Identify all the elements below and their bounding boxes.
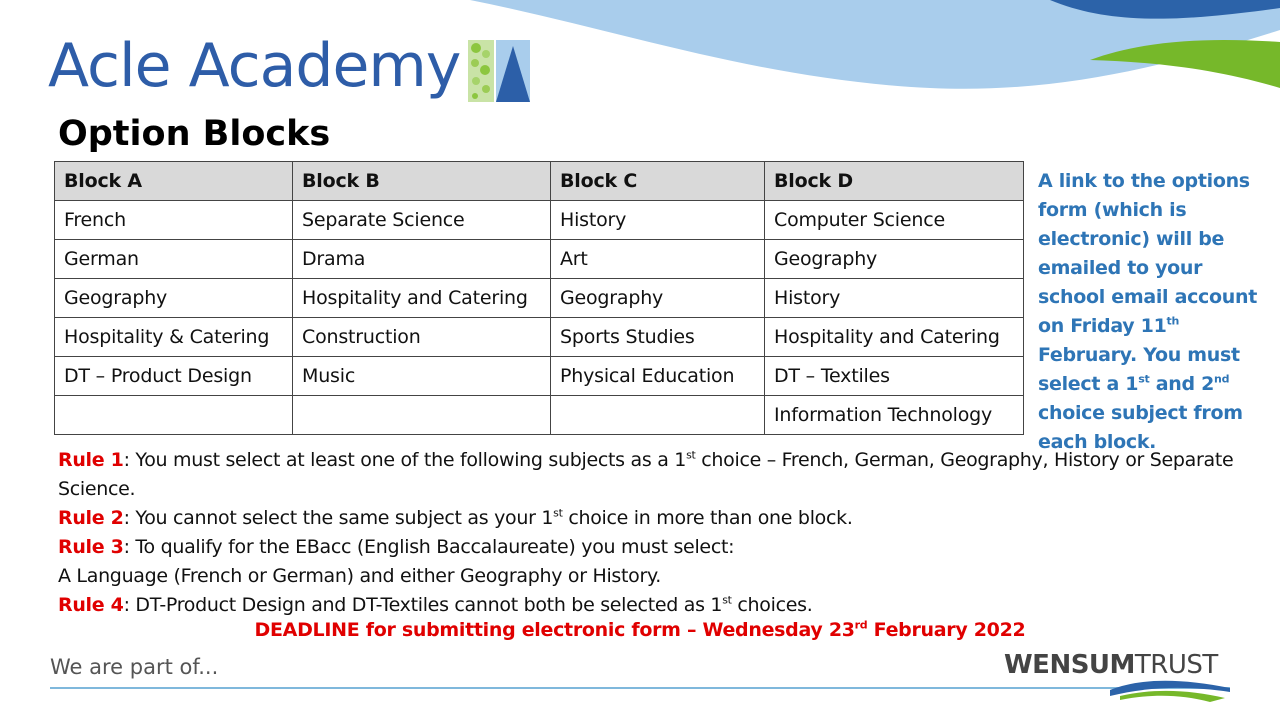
- rule-4: [58, 591, 1238, 620]
- trust-logo-word: WENSUM: [1004, 650, 1135, 680]
- table-row: [55, 357, 1024, 396]
- rule-1: [58, 446, 1238, 504]
- table-cell: Geography: [765, 240, 1024, 279]
- table-cell: Computer Science: [765, 201, 1024, 240]
- rule-superscript: st: [686, 448, 696, 462]
- footer-divider: [50, 687, 1230, 689]
- rules-section: [58, 446, 1238, 620]
- rule-3: [58, 533, 1238, 562]
- page-title: Option Blocks: [58, 114, 331, 154]
- table-cell: History: [765, 279, 1024, 318]
- trust-wave-icon: [1110, 676, 1230, 704]
- table-header-row: [55, 162, 1024, 201]
- rule-label: Rule 1: [58, 449, 124, 471]
- table-cell: Music: [293, 357, 551, 396]
- trust-logo-word: TRUST: [1134, 650, 1218, 680]
- table-cell: [55, 396, 293, 435]
- table-cell: Construction: [293, 318, 551, 357]
- note-text: February. You must select a 1: [1038, 344, 1240, 395]
- table-cell: Drama: [293, 240, 551, 279]
- deadline-text: February 2022: [867, 619, 1026, 641]
- note-text: choice subject from each block.: [1038, 402, 1243, 453]
- rule-text: : You must select at least one of the following subjects as a 1: [123, 449, 687, 471]
- academy-logo-icon: [466, 38, 532, 104]
- rule-2: [58, 504, 1238, 533]
- deadline-text: DEADLINE for submitting electronic form – Wednesday 23: [254, 619, 855, 641]
- rule-superscript: st: [722, 593, 732, 607]
- table-cell: DT – Product Design: [55, 357, 293, 396]
- deadline-superscript: rd: [854, 618, 868, 632]
- school-logo-text: Acle Academy: [48, 31, 461, 101]
- note-superscript: st: [1138, 372, 1150, 386]
- rule-text: : To qualify for the EBacc (English Baccalaureate) you must select:: [123, 536, 735, 558]
- table-cell: DT – Textiles: [765, 357, 1024, 396]
- table-cell: Hospitality and Catering: [293, 279, 551, 318]
- rule-text: choice in more than one block.: [562, 507, 853, 529]
- table-cell: History: [551, 201, 765, 240]
- table-cell: Sports Studies: [551, 318, 765, 357]
- footer-tagline: We are part of...: [50, 655, 219, 679]
- table-cell: Geography: [551, 279, 765, 318]
- rule-label: Rule 2: [58, 507, 124, 529]
- note-text: A link to the options form (which is electronic) will be emailed to your school email account on Friday 11: [1038, 170, 1258, 337]
- rule-text: : DT-Product Design and DT-Textiles cannot both be selected as 1: [123, 594, 723, 616]
- rule-3-detail: A Language (French or German) and either Geography or History.: [58, 565, 661, 587]
- deadline-notice: [0, 619, 1280, 641]
- table-cell: French: [55, 201, 293, 240]
- table-cell: Separate Science: [293, 201, 551, 240]
- note-superscript: nd: [1214, 372, 1230, 386]
- note-text: and 2: [1149, 373, 1215, 395]
- rule-text: choices.: [731, 594, 813, 616]
- table-cell: German: [55, 240, 293, 279]
- table-cell: Physical Education: [551, 357, 765, 396]
- column-header-block-b: Block B: [293, 162, 551, 201]
- table-row: [55, 201, 1024, 240]
- options-form-note: [1038, 167, 1274, 457]
- rule-label: Rule 3: [58, 536, 124, 558]
- column-header-block-d: Block D: [765, 162, 1024, 201]
- table-row: [55, 396, 1024, 435]
- table-row: [55, 240, 1024, 279]
- column-header-block-a: Block A: [55, 162, 293, 201]
- rule-superscript: st: [553, 506, 563, 520]
- column-header-block-c: Block C: [551, 162, 765, 201]
- table-cell: Hospitality & Catering: [55, 318, 293, 357]
- rule-label: Rule 4: [58, 594, 124, 616]
- table-cell: Hospitality and Catering: [765, 318, 1024, 357]
- table-cell: Information Technology: [765, 396, 1024, 435]
- rule-text: : You cannot select the same subject as your 1: [123, 507, 554, 529]
- option-blocks-table: [54, 161, 1024, 435]
- table-row: [55, 279, 1024, 318]
- table-cell: [293, 396, 551, 435]
- table-cell: [551, 396, 765, 435]
- table-row: [55, 318, 1024, 357]
- note-superscript: th: [1166, 314, 1180, 328]
- table-cell: Geography: [55, 279, 293, 318]
- table-cell: Art: [551, 240, 765, 279]
- rule-text: choice – French, German, Geography, History or Separate Science.: [58, 449, 1234, 500]
